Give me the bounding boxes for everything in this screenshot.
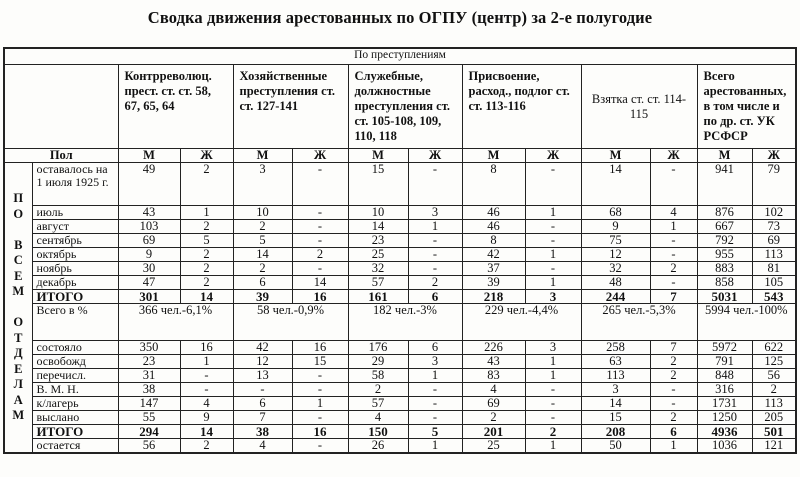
- male-header: М: [118, 149, 180, 163]
- female-header: Ж: [408, 149, 462, 163]
- value-cell: -: [292, 206, 348, 220]
- value-cell: 16: [292, 425, 348, 439]
- value-cell: 39: [233, 290, 292, 304]
- value-cell: 125: [752, 355, 796, 369]
- percent-cell: 5994 чел.-100%: [697, 304, 796, 341]
- outcome-row: [4, 383, 796, 397]
- value-cell: 2: [462, 411, 525, 425]
- outcome-row: [4, 341, 796, 355]
- value-cell: 14: [180, 290, 233, 304]
- sex-label: Пол: [4, 149, 118, 163]
- value-cell: -: [292, 163, 348, 206]
- value-cell: 1: [525, 248, 581, 262]
- value-cell: 3: [525, 341, 581, 355]
- value-cell: 39: [462, 276, 525, 290]
- value-cell: 858: [697, 276, 752, 290]
- value-cell: -: [180, 369, 233, 383]
- value-cell: 4: [462, 383, 525, 397]
- value-cell: 6: [650, 425, 697, 439]
- value-cell: 4: [650, 206, 697, 220]
- value-cell: 2: [180, 262, 233, 276]
- outcome-row: [4, 369, 796, 383]
- value-cell: -: [408, 163, 462, 206]
- value-cell: 6: [233, 397, 292, 411]
- category-header: Присвоение, расход., подлог ст. ст. 113-116: [462, 65, 581, 149]
- side-letter: [7, 300, 30, 316]
- side-letter: О: [13, 206, 24, 221]
- value-cell: 23: [118, 355, 180, 369]
- value-cell: -: [292, 220, 348, 234]
- value-cell: -: [650, 276, 697, 290]
- value-cell: 79: [752, 163, 796, 206]
- side-letter: М: [12, 284, 25, 299]
- value-cell: -: [525, 262, 581, 276]
- percent-cell: 366 чел.-6,1%: [118, 304, 233, 341]
- corner-cell: [4, 65, 118, 149]
- value-cell: 6: [408, 341, 462, 355]
- value-cell: 667: [697, 220, 752, 234]
- value-cell: 7: [650, 290, 697, 304]
- value-cell: 176: [348, 341, 408, 355]
- value-cell: 1: [525, 206, 581, 220]
- value-cell: 38: [233, 425, 292, 439]
- value-cell: -: [525, 220, 581, 234]
- value-cell: 1036: [697, 439, 752, 454]
- value-cell: 32: [348, 262, 408, 276]
- value-cell: 1: [408, 369, 462, 383]
- value-cell: 883: [697, 262, 752, 276]
- value-cell: 15: [292, 355, 348, 369]
- value-cell: -: [292, 383, 348, 397]
- value-cell: -: [525, 383, 581, 397]
- value-cell: 14: [581, 397, 650, 411]
- value-cell: 9: [581, 220, 650, 234]
- value-cell: 205: [752, 411, 796, 425]
- month-row: [4, 234, 796, 248]
- value-cell: 3: [408, 206, 462, 220]
- side-letter: Е: [14, 361, 23, 376]
- value-cell: 43: [462, 355, 525, 369]
- value-cell: 1: [650, 439, 697, 454]
- value-cell: 301: [118, 290, 180, 304]
- value-cell: 7: [233, 411, 292, 425]
- value-cell: 15: [581, 411, 650, 425]
- value-cell: -: [292, 439, 348, 454]
- value-cell: 10: [233, 206, 292, 220]
- value-cell: 501: [752, 425, 796, 439]
- outcome-row: [4, 397, 796, 411]
- female-header: Ж: [180, 149, 233, 163]
- value-cell: 1: [525, 439, 581, 454]
- male-header: М: [581, 149, 650, 163]
- value-cell: 5: [408, 425, 462, 439]
- value-cell: 4936: [697, 425, 752, 439]
- value-cell: 2: [650, 411, 697, 425]
- row-label: ИТОГО: [32, 290, 118, 304]
- group-header: По преступлениям: [4, 48, 796, 65]
- value-cell: -: [180, 383, 233, 397]
- value-cell: 6: [233, 276, 292, 290]
- value-cell: 12: [581, 248, 650, 262]
- value-cell: 29: [348, 355, 408, 369]
- value-cell: 2: [233, 262, 292, 276]
- value-cell: 2: [180, 163, 233, 206]
- value-cell: 2: [180, 439, 233, 454]
- value-cell: 1: [408, 439, 462, 454]
- row-label: оставалось на 1 июля 1925 г.: [32, 163, 118, 206]
- row-label: сентябрь: [32, 234, 118, 248]
- value-cell: 38: [118, 383, 180, 397]
- value-cell: 7: [650, 341, 697, 355]
- value-cell: -: [408, 397, 462, 411]
- category-header: Служебные, должностные преступления ст. ст. 105-108, 109, 110, 118: [348, 65, 462, 149]
- value-cell: -: [292, 262, 348, 276]
- side-letter: М: [12, 408, 25, 423]
- value-cell: 26: [348, 439, 408, 454]
- value-cell: 316: [697, 383, 752, 397]
- value-cell: 75: [581, 234, 650, 248]
- value-cell: -: [650, 234, 697, 248]
- value-cell: 1: [650, 220, 697, 234]
- value-cell: 55: [118, 411, 180, 425]
- value-cell: 1: [525, 369, 581, 383]
- value-cell: 30: [118, 262, 180, 276]
- value-cell: -: [292, 411, 348, 425]
- value-cell: 14: [180, 425, 233, 439]
- sex-header-row: [4, 149, 796, 163]
- value-cell: 543: [752, 290, 796, 304]
- value-cell: 49: [118, 163, 180, 206]
- value-cell: 23: [348, 234, 408, 248]
- percent-cell: 182 чел.-3%: [348, 304, 462, 341]
- percent-cell: 229 чел.-4,4%: [462, 304, 581, 341]
- month-row: [4, 220, 796, 234]
- value-cell: 58: [348, 369, 408, 383]
- outcome-row: [4, 355, 796, 369]
- value-cell: 1: [525, 276, 581, 290]
- value-cell: 1: [525, 355, 581, 369]
- category-header: Всего арестованных, в том числе и по др. ст. УК РСФСР: [697, 65, 796, 149]
- row-label: ИТОГО: [32, 425, 118, 439]
- outcome-row: [4, 411, 796, 425]
- value-cell: 2: [348, 383, 408, 397]
- value-cell: 1250: [697, 411, 752, 425]
- row-label: состояло: [32, 341, 118, 355]
- value-cell: -: [408, 411, 462, 425]
- category-header: Контрреволюц. прест. ст. ст. 58, 67, 65, 64: [118, 65, 233, 149]
- value-cell: 43: [118, 206, 180, 220]
- value-cell: 848: [697, 369, 752, 383]
- value-cell: 5031: [697, 290, 752, 304]
- value-cell: 63: [581, 355, 650, 369]
- value-cell: -: [408, 383, 462, 397]
- value-cell: -: [408, 234, 462, 248]
- row-label: освобожд: [32, 355, 118, 369]
- value-cell: 10: [348, 206, 408, 220]
- side-letter: Л: [13, 377, 23, 392]
- value-cell: 68: [581, 206, 650, 220]
- side-letter: П: [13, 191, 24, 206]
- value-cell: 14: [348, 220, 408, 234]
- value-cell: -: [408, 262, 462, 276]
- value-cell: 258: [581, 341, 650, 355]
- side-letter: Е: [14, 268, 23, 283]
- month-row: [4, 262, 796, 276]
- female-header: Ж: [292, 149, 348, 163]
- value-cell: 5972: [697, 341, 752, 355]
- side-letter: [7, 222, 30, 238]
- value-cell: 147: [118, 397, 180, 411]
- value-cell: 47: [118, 276, 180, 290]
- value-cell: 955: [697, 248, 752, 262]
- value-cell: 31: [118, 369, 180, 383]
- total-row: [4, 425, 796, 439]
- row-label: декабрь: [32, 276, 118, 290]
- value-cell: -: [525, 411, 581, 425]
- row-label: выслано: [32, 411, 118, 425]
- value-cell: 14: [233, 248, 292, 262]
- value-cell: 792: [697, 234, 752, 248]
- row-label: В. М. Н.: [32, 383, 118, 397]
- value-cell: 83: [462, 369, 525, 383]
- value-cell: 6: [408, 290, 462, 304]
- value-cell: 12: [233, 355, 292, 369]
- value-cell: 3: [525, 290, 581, 304]
- value-cell: 2: [408, 276, 462, 290]
- value-cell: -: [650, 397, 697, 411]
- value-cell: 4: [348, 411, 408, 425]
- value-cell: 13: [233, 369, 292, 383]
- value-cell: 3: [233, 163, 292, 206]
- value-cell: 2: [180, 276, 233, 290]
- side-letter: О: [13, 315, 24, 330]
- female-header: Ж: [650, 149, 697, 163]
- value-cell: 1: [292, 397, 348, 411]
- value-cell: 5: [233, 234, 292, 248]
- month-row: [4, 206, 796, 220]
- value-cell: 2: [292, 248, 348, 262]
- value-cell: 226: [462, 341, 525, 355]
- value-cell: 208: [581, 425, 650, 439]
- side-letter: Д: [13, 346, 23, 361]
- category-header: Хозяйственные преступления ст. ст. 127-141: [233, 65, 348, 149]
- value-cell: 1: [408, 220, 462, 234]
- row-label: перечисл.: [32, 369, 118, 383]
- value-cell: 14: [581, 163, 650, 206]
- category-header-row: [4, 65, 796, 149]
- male-header: М: [462, 149, 525, 163]
- value-cell: 15: [348, 163, 408, 206]
- value-cell: -: [525, 234, 581, 248]
- value-cell: 14: [292, 276, 348, 290]
- side-label-vertical: [4, 163, 32, 454]
- row-label: ноябрь: [32, 262, 118, 276]
- value-cell: 791: [697, 355, 752, 369]
- month-row: [4, 248, 796, 262]
- value-cell: -: [525, 397, 581, 411]
- value-cell: 8: [462, 163, 525, 206]
- value-cell: 9: [180, 411, 233, 425]
- side-letter: Т: [14, 330, 23, 345]
- value-cell: 16: [292, 290, 348, 304]
- value-cell: -: [408, 248, 462, 262]
- value-cell: 46: [462, 206, 525, 220]
- value-cell: -: [650, 383, 697, 397]
- value-cell: 56: [118, 439, 180, 454]
- value-cell: 244: [581, 290, 650, 304]
- value-cell: 622: [752, 341, 796, 355]
- value-cell: 2: [752, 383, 796, 397]
- value-cell: 37: [462, 262, 525, 276]
- value-cell: 103: [118, 220, 180, 234]
- value-cell: 50: [581, 439, 650, 454]
- value-cell: 69: [118, 234, 180, 248]
- value-cell: 113: [581, 369, 650, 383]
- row-label: июль: [32, 206, 118, 220]
- category-header: Взятка ст. ст. 114-115: [581, 65, 697, 149]
- value-cell: 150: [348, 425, 408, 439]
- value-cell: 81: [752, 262, 796, 276]
- male-header: М: [348, 149, 408, 163]
- value-cell: 3: [408, 355, 462, 369]
- value-cell: 2: [525, 425, 581, 439]
- remain-row: [4, 439, 796, 454]
- value-cell: -: [292, 369, 348, 383]
- value-cell: 42: [462, 248, 525, 262]
- row-label: остается: [32, 439, 118, 454]
- month-row: [4, 276, 796, 290]
- value-cell: 16: [292, 341, 348, 355]
- group-header-row: [4, 48, 796, 65]
- value-cell: 69: [752, 234, 796, 248]
- value-cell: 4: [233, 439, 292, 454]
- value-cell: 350: [118, 341, 180, 355]
- female-header: Ж: [752, 149, 796, 163]
- value-cell: 102: [752, 206, 796, 220]
- value-cell: 16: [180, 341, 233, 355]
- value-cell: 46: [462, 220, 525, 234]
- value-cell: 42: [233, 341, 292, 355]
- value-cell: 32: [581, 262, 650, 276]
- value-cell: 5: [180, 234, 233, 248]
- value-cell: 113: [752, 397, 796, 411]
- percent-row: [4, 304, 796, 341]
- row-label: к/лагерь: [32, 397, 118, 411]
- side-letter: В: [14, 237, 23, 252]
- value-cell: -: [650, 163, 697, 206]
- value-cell: 876: [697, 206, 752, 220]
- value-cell: 57: [348, 397, 408, 411]
- percent-cell: 58 чел.-0,9%: [233, 304, 348, 341]
- arrest-summary-table: [3, 47, 797, 454]
- row-label: октябрь: [32, 248, 118, 262]
- value-cell: 3: [581, 383, 650, 397]
- month-row: [4, 163, 796, 206]
- male-header: М: [697, 149, 752, 163]
- female-header: Ж: [525, 149, 581, 163]
- value-cell: 2: [650, 369, 697, 383]
- value-cell: 294: [118, 425, 180, 439]
- value-cell: 4: [180, 397, 233, 411]
- value-cell: -: [525, 163, 581, 206]
- value-cell: 1: [180, 206, 233, 220]
- male-header: М: [233, 149, 292, 163]
- value-cell: 69: [462, 397, 525, 411]
- value-cell: 25: [348, 248, 408, 262]
- value-cell: 8: [462, 234, 525, 248]
- value-cell: 2: [233, 220, 292, 234]
- value-cell: 2: [650, 262, 697, 276]
- value-cell: 48: [581, 276, 650, 290]
- value-cell: 1731: [697, 397, 752, 411]
- value-cell: 113: [752, 248, 796, 262]
- value-cell: 57: [348, 276, 408, 290]
- side-letter: С: [13, 253, 23, 268]
- value-cell: 121: [752, 439, 796, 454]
- value-cell: 2: [180, 220, 233, 234]
- value-cell: 9: [118, 248, 180, 262]
- row-label: август: [32, 220, 118, 234]
- value-cell: 218: [462, 290, 525, 304]
- percent-cell: 265 чел.-5,3%: [581, 304, 697, 341]
- value-cell: 2: [180, 248, 233, 262]
- value-cell: 161: [348, 290, 408, 304]
- value-cell: -: [233, 383, 292, 397]
- total-row: [4, 290, 796, 304]
- value-cell: 941: [697, 163, 752, 206]
- value-cell: 105: [752, 276, 796, 290]
- value-cell: 73: [752, 220, 796, 234]
- value-cell: 201: [462, 425, 525, 439]
- value-cell: -: [650, 248, 697, 262]
- value-cell: 25: [462, 439, 525, 454]
- value-cell: 56: [752, 369, 796, 383]
- value-cell: 2: [650, 355, 697, 369]
- side-letter: А: [13, 392, 23, 407]
- value-cell: 1: [180, 355, 233, 369]
- value-cell: -: [292, 234, 348, 248]
- row-label: Всего в %: [32, 304, 118, 341]
- page-title: Сводка движения арестованных по ОГПУ (центр) за 2-е полугодие: [147, 8, 653, 27]
